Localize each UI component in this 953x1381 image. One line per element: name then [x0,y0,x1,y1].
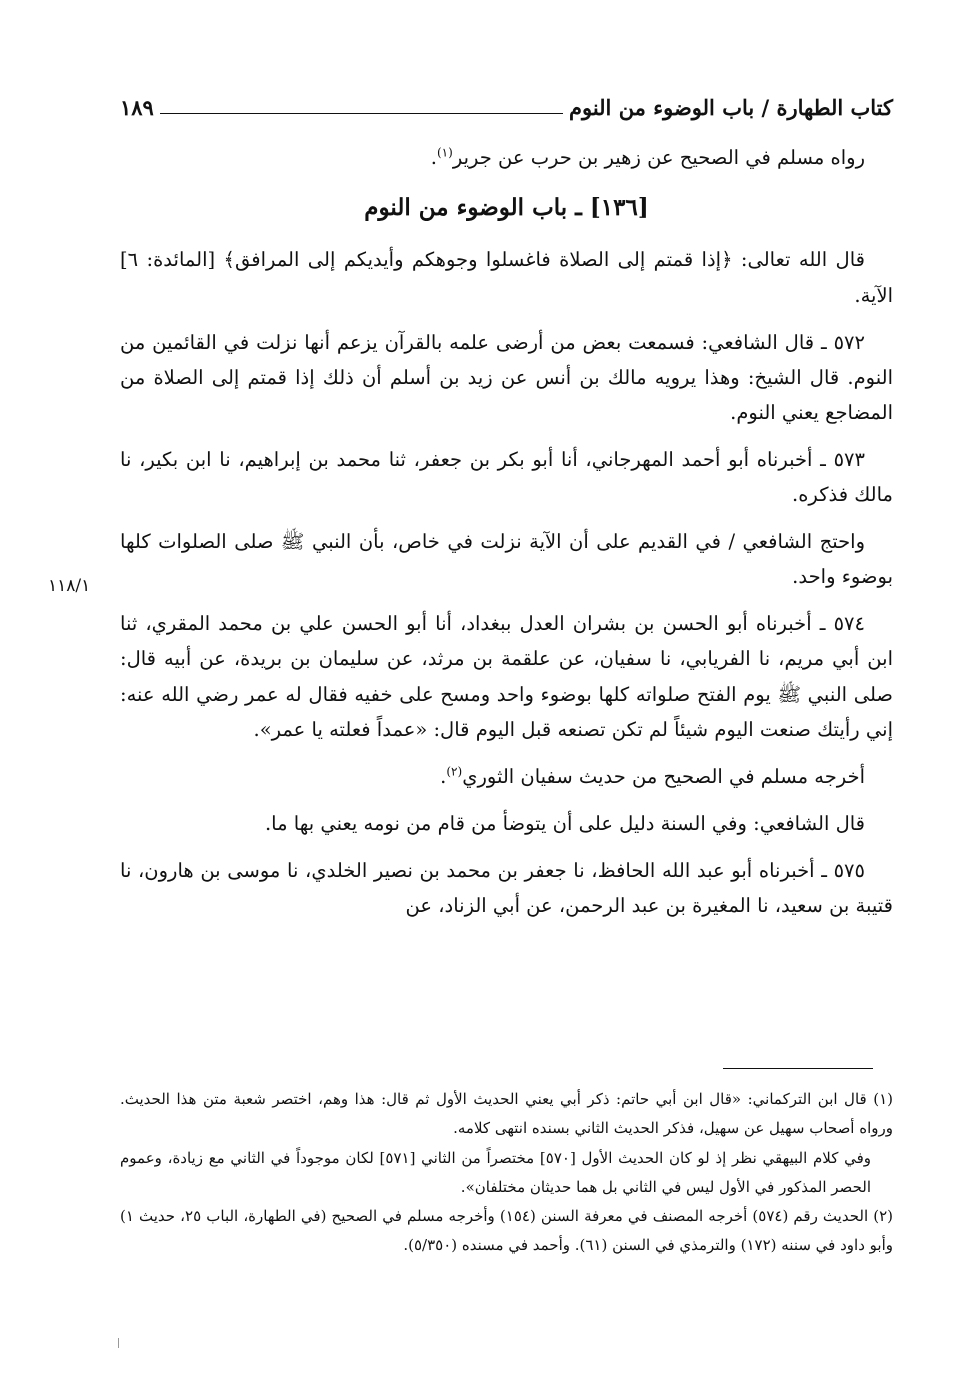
muslim-paragraph [120,759,893,794]
argument-paragraph: واحتج الشافعي / في القديم على أن الآية نزلت في خاص، بأن النبي ﷺ صلى الصلوات كلها بوضوء واحد. [120,530,893,589]
intro-paragraph [120,140,893,175]
scan-edge-mark [118,1338,119,1348]
shafii-paragraph: قال الشافعي: وفي السنة دليل على أن يتوضأ من قام من نومه يعني بها ما. [264,811,865,835]
footnote-1-continued: وفي كلام البيهقي نظر إذ لو كان الحديث الأول [٥٧٠] مختصراً من الثاني [٥٧١] لكان موجوداً في الثاني مع زيادة، وعموم الحصر المذكور في الأول ليس في الثاني بل هما حديثان مختلفان». [120,1148,871,1196]
section-heading: [١٣٦] ـ باب الوضوء من النوم [364,194,649,222]
footnote-separator [723,1068,873,1069]
intro-end: . [430,146,437,169]
intro-text: رواه مسلم في الصحيح عن زهير بن حرب عن جرير [452,146,865,169]
footnote-1: (١) قال ابن التركماني: «قال ابن أبي حاتم: ذكر أبي يعني الحديث الأول ثم قال: هذا وهم، اختصر شعبة متن هذا الحديث. ورواه أصحاب سهيل عن سهيل، فذكر الحديث الثاني بسنده انتهى كلامه. [120,1090,893,1138]
muslim-text: أخرجه مسلم في الصحيح من حديث سفيان الثوري [462,764,865,788]
hadith-575: ٥٧٥ ـ أخبرناه أبو عبد الله الحافظ، نا جعفر بن محمد بن نصير الخلدي، نا موسى بن هارون، نا قتيبة بن سعيد، نا المغيرة بن عبد الرحمن، عن أبي الزناد، عن [120,858,893,917]
footnote-2: (٢) الحديث رقم (٥٧٤) أخرجه المصنف في معرفة السنن (١٥٤) وأخرجه مسلم في الصحيح (في الطهارة، الباب ٢٥، حديث ١) وأبو داود في سننه (١٧٢) والترمذي في السنن (٦١). وأحمد في مسنده (٥/٣٥٠). [120,1207,893,1255]
page-header [120,92,893,122]
hadith-572: ٥٧٢ ـ قال الشافعي: فسمعت بعض من أرضى علمه بالقرآن يزعم أنها نزلت في القائمين من النوم. قال الشيخ: وهذا يرويه مالك بن أنس عن زيد بن أسلم أن ذلك إذا قمتم إلى الصلاة من المضاجع يعني النوم. [120,330,893,424]
footnotes [120,1085,893,1261]
footnote-marker-2[interactable]: (٢) [446,764,463,779]
running-title: كتاب الطهارة / باب الوضوء من النوم [568,94,893,120]
header-rule [160,113,563,114]
muslim-end: . [440,764,447,788]
page-number: ١٨٩ [120,94,154,120]
quran-verse-paragraph: قال الله تعالى: ﴿إذا قمتم إلى الصلاة فاغسلوا وجوهكم وأيديكم إلى المرافق﴾ [المائدة: ٦] الآية. [120,248,893,307]
hadith-574: ٥٧٤ ـ أخبرناه أبو الحسن بن بشران العدل ببغداد، أنا أبو الحسن علي بن محمد المقري، ثنا ابن أبي مريم، نا الفريابي، نا سفيان، عن علقمة بن مرثد، عن سليمان بن بريدة، عن أبيه قال: صلى النبي ﷺ يوم الفتح صلواته كلها بوضوء واحد ومسح على خفيه فقال له عمر رضي الله عنه: إني رأيتك صنعت اليوم شيئاً لم تكن تصنعه قبل اليوم قال: «عمداً فعلته يا عمر». [120,612,893,741]
main-text [120,140,893,935]
footnote-marker-1[interactable]: (١) [436,145,453,160]
marginal-page-reference: ١١٨/١ [48,576,91,596]
hadith-573: ٥٧٣ ـ أخبرناه أبو أحمد المهرجاني، أنا أبو بكر بن جعفر، ثنا محمد بن إبراهيم، نا ابن بكير، نا مالك فذكره. [120,447,893,507]
